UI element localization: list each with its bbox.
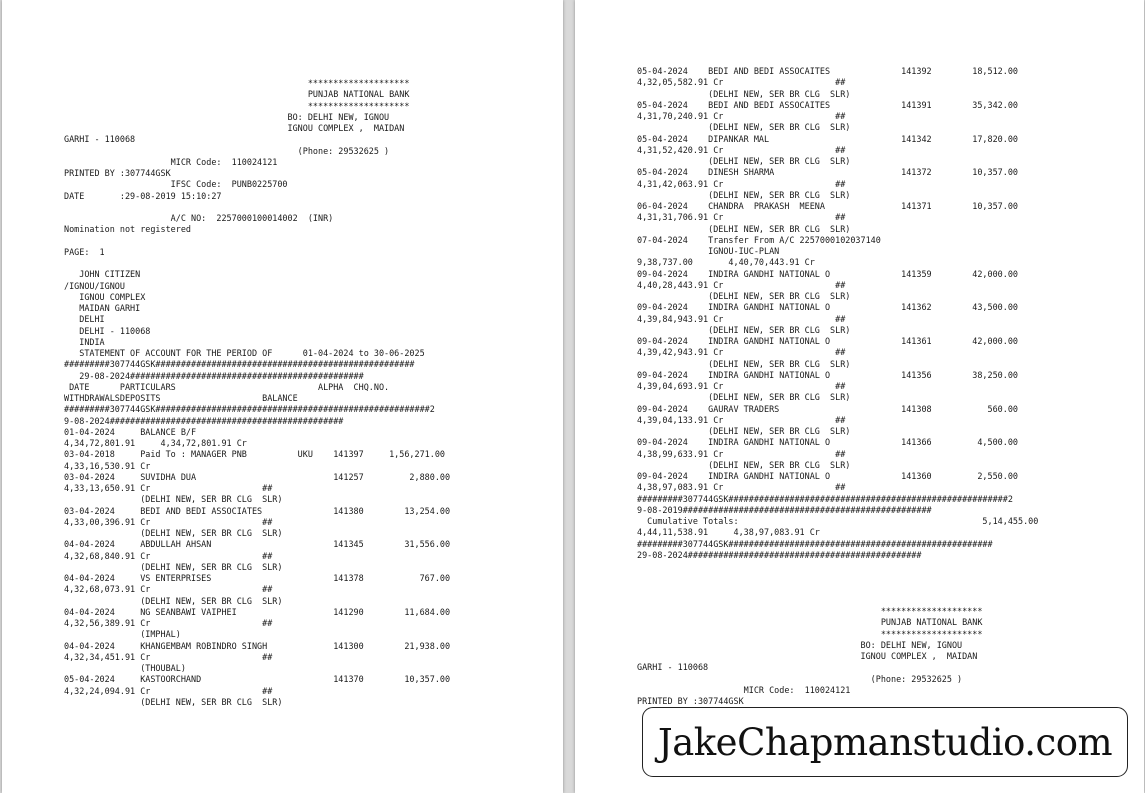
statement-page-2-text: 05-04-2024 BEDI AND BEDI ASSOCAITES 141392 18,512.00 4,32,05,582.91 Cr ## (DELHI NEW, SER BR CLG SLR) 05-04-2024 BEDI AND BEDI ASSOCAITES 141391 35,342.00 4,31,70,240.91 Cr ## (DELHI NEW, SER BR CLG SLR) 05-04-2024 DIPANKAR MAL 141342 17,820.00 4,31,52,420.91 Cr ## (DELHI NEW, SER BR CLG SLR) 05-04-2024 DINESH SHARMA 141372 10,357.00 4,31,42,063.91 Cr ## (DELHI NEW, SER BR CLG SLR) 06-04-2024 CHANDRA PRAKASH MEENA 141371 10,357.00 4,31,31,706.91 Cr ## (DELHI NEW, SER BR CLG SLR) 07-04-2024 Transfer From A/C 2257000102037140 IGNOU-IUC-PLAN 9,38,737.00 4,40,70,443.91 Cr 09-04-2024 INDIRA GANDHI NATIONAL O 141359 42,000.00 4,40,28,443.91 Cr ## (DELHI NEW, SER BR CLG SLR) 09-04-2024 INDIRA GANDHI NATIONAL O 141362 43,500.00 4,39,84,943.91 Cr ## (DELHI NEW, SER BR CLG SLR) 09-04-2024 INDIRA GANDHI NATIONAL O 141361 42,000.00 4,39,42,943.91 Cr ## (DELHI NEW, SER BR CLG SLR) 09-04-2024 INDIRA GANDHI NATIONAL O 141356 38,250.00 4,39,04,693.91 Cr ## (DELHI NEW, SER BR CLG SLR) 09-04-2024 GAURAV TRADERS 141308 560.00 4,39,04,133.91 Cr ## (DELHI NEW, SER BR CLG SLR) 09-04-2024 INDIRA GANDHI NATIONAL O 141366 4,500.00 4,38,99,633.91 Cr ## (DELHI NEW, SER BR CLG SLR) 09-04-2024 INDIRA GANDHI NATIONAL O 141360 2,550.00 4,38,97,083.91 Cr ## #########307744GSK#######################################################2 9-08-2019################################################# Cumulative Totals: 5,14,455.00 4,44,11,538.91 4,38,97,083.91 Cr #########307744GSK#################################################### 29-08-2024############################################## ******************** PUNJAB NATIONAL BANK ******************** BO: DELHI NEW, IGNOU IGNOU COMPLEX , MAIDAN GARHI - 110068 (Phone: 29532625 ) MICR Code: 110024121 PRINTED BY :307744GSK <box>637 66 1039 706</box>
watermark-text: JakeChapmanstudio.com <box>657 720 1113 764</box>
watermark-badge <box>642 707 1128 777</box>
statement-page-1-text: ******************** PUNJAB NATIONAL BANK ******************** BO: DELHI NEW, IGNOU IGNOU COMPLEX , MAIDAN GARHI - 110068 (Phone: 29532625 ) MICR Code: 110024121 PRINTED BY :307744GSK IFSC Code: PUNB0225700 DATE :29-08-2019 15:10:27 A/C NO: 2257000100014002 (INR) Nomination not registered PAGE: 1 JOHN CITIZEN /IGNOU/IGNOU IGNOU COMPLEX MAIDAN GARHI DELHI DELHI - 110068 INDIA STATEMENT OF ACCOUNT FOR THE PERIOD OF 01-04-2024 to 30-06-2025 #########307744GSK################################################### 29-08-2024############################################## DATE PARTICULARS ALPHA CHQ.NO. WITHDRAWALSDEPOSITS BALANCE #########307744GSK######################################################2 9-08-2024############################################## 01-04-2024 BALANCE B/F 4,34,72,801.91 4,34,72,801.91 Cr 03-04-2018 Paid To : MANAGER PNB UKU 141397 1,56,271.00 4,33,16,530.91 Cr 03-04-2024 SUVIDHA DUA 141257 2,880.00 4,33,13,650.91 Cr ## (DELHI NEW, SER BR CLG SLR) 03-04-2024 BEDI AND BEDI ASSOCIATES 141380 13,254.00 4,33,00,396.91 Cr ## (DELHI NEW, SER BR CLG SLR) 04-04-2024 ABDULLAH AHSAN 141345 31,556.00 4,32,68,840.91 Cr ## (DELHI NEW, SER BR CLG SLR) 04-04-2024 VS ENTERPRISES 141378 767.00 4,32,68,073.91 Cr ## (DELHI NEW, SER BR CLG SLR) 04-04-2024 NG SEANBAWI VAIPHEI 141290 11,684.00 4,32,56,389.91 Cr ## (IMPHAL) 04-04-2024 KHANGEMBAM ROBINDRO SINGH 141300 21,938.00 4,32,34,451.91 Cr ## (THOUBAL) 05-04-2024 KASTOORCHAND 141370 10,357.00 4,32,24,094.91 Cr ## (DELHI NEW, SER BR CLG SLR) <box>64 78 451 707</box>
statement-page-2 <box>575 0 1144 793</box>
statement-page-1 <box>2 0 563 793</box>
